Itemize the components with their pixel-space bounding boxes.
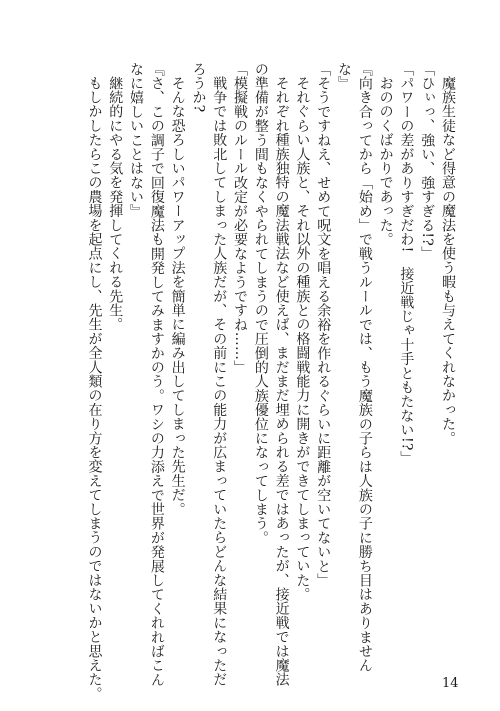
- text-line: 戦争では敗北してしまった人族だが、その前にこの能力が広まっていたらどんな結果になっただ: [211, 76, 228, 687]
- text-line: 『さ、この調子で回復魔法も開発してみますかのう。ワシの力添えで世界が発展してくれればこん: [148, 62, 165, 687]
- text-line: の準備が整う間もなくやられてしまうので圧倒的人族優位になってしまう。: [252, 62, 269, 545]
- text-line: ろうか?: [190, 62, 207, 113]
- text-line: それぞれ種族独特の魔法戦法など使えば、まだまだ埋められる差ではあったが、接近戦では魔法: [273, 76, 290, 687]
- text-line: 継続的にやる気を発揮してくれる先生。: [107, 76, 124, 332]
- text-line: 『向き合ってから「始め」で戦うルールでは、もう魔族の子らは人族の子に勝ち目はありません: [356, 62, 373, 673]
- text-line: そんな恐ろしいパワーアップ法を簡単に編み出してしまった先生だ。: [169, 76, 186, 517]
- text-line: な』: [336, 62, 353, 91]
- text-line: おののくばかりであった。: [377, 76, 394, 247]
- text-line: 「パワーの差がありすぎだわ! 接近戦じゃ十手ともたない!?」: [398, 62, 415, 465]
- text-line: なに嬉しいことはない』: [128, 62, 145, 219]
- text-line: もしかしたらこの農場を起点にし、先生が全人類の在り方を変えてしまうのではないかと思えた。: [86, 76, 103, 701]
- text-line: 「模擬戦のルール改定が必要なようですね……」: [232, 62, 249, 375]
- text-line: 「そうですねえ、せめて呪文を唱える余裕を作れるぐらいに距離が空いてないと」: [315, 62, 332, 588]
- text-line: 魔族生徒など得意の魔法を使う暇も与えてくれなかった。: [440, 76, 456, 446]
- text-line: それぐらい人族と、それ以外の種族との格闘戦能力に開きができてしまっていた。: [294, 76, 311, 602]
- text-line: 「ひぃっ、強い、強すぎる!?」: [419, 62, 436, 261]
- page-number: 14: [442, 676, 459, 691]
